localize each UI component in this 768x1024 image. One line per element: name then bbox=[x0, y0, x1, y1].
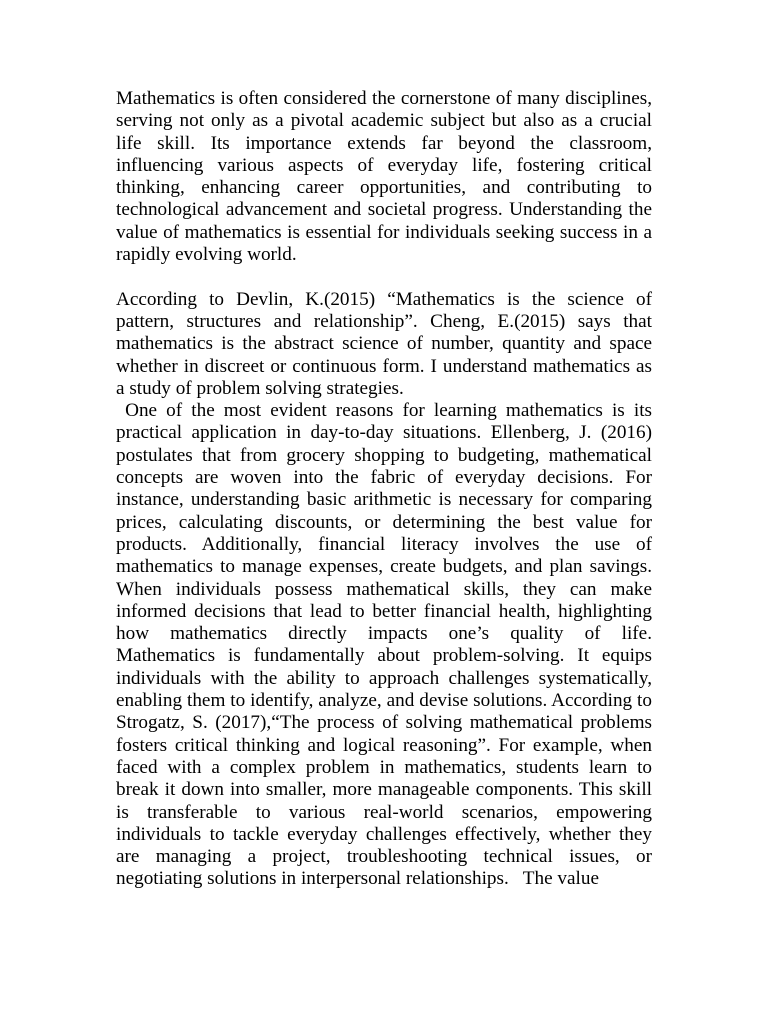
intro-paragraph: Mathematics is often considered the cornerstone of many disciplines, serving not only as a pivotal academic subject but also as a crucial life skill. Its importance extends far beyond the classroom, influencing various aspects of everyday life, fostering critical thinking, enhancing career opportunities, and contributing to technological advancement and societal progress. Understanding the value of mathematics is essential for individuals seeking success in a rapidly evolving world. bbox=[116, 88, 652, 266]
application-paragraph: One of the most evident reasons for learning mathematics is its practical application in day-to-day situations. Ellenberg, J. (2016) postulates that from grocery shopping to budgeting, mathematical concepts are woven into the fabric of everyday decisions. For instance, understanding basic arithmetic is necessary for comparing prices, calculating discounts, or determining the best value for products. Additionally, financial literacy involves the use of mathematics to manage expenses, create budgets, and plan savings. When individuals possess mathematical skills, they can make informed decisions that lead to better financial health, highlighting how mathematics directly impacts one’s quality of life. Mathematics is fundamentally about problem-solving. It equips individuals with the ability to approach challenges systematically, enabling them to identify, analyze, and devise solutions. According to Strogatz, S. (2017),“The process of solving mathematical problems fosters critical thinking and logical reasoning”. For example, when faced with a complex problem in mathematics, students learn to break it down into smaller, more manageable components. This skill is transferable to various real-world scenarios, empowering individuals to tackle everyday challenges effectively, whether they are managing a project, troubleshooting technical issues, or negotiating solutions in interpersonal relationships. The value bbox=[116, 400, 672, 890]
definition-paragraph: According to Devlin, K.(2015) “Mathematics is the science of pattern, structures and relationship”. Cheng, E.(2015) says that mathematics is the abstract science of number, quantity and space whether in discreet or continuous form. I understand mathematics as a study of problem solving strategies. bbox=[116, 288, 652, 399]
document-page bbox=[116, 88, 672, 891]
paragraph-spacer bbox=[116, 266, 652, 288]
